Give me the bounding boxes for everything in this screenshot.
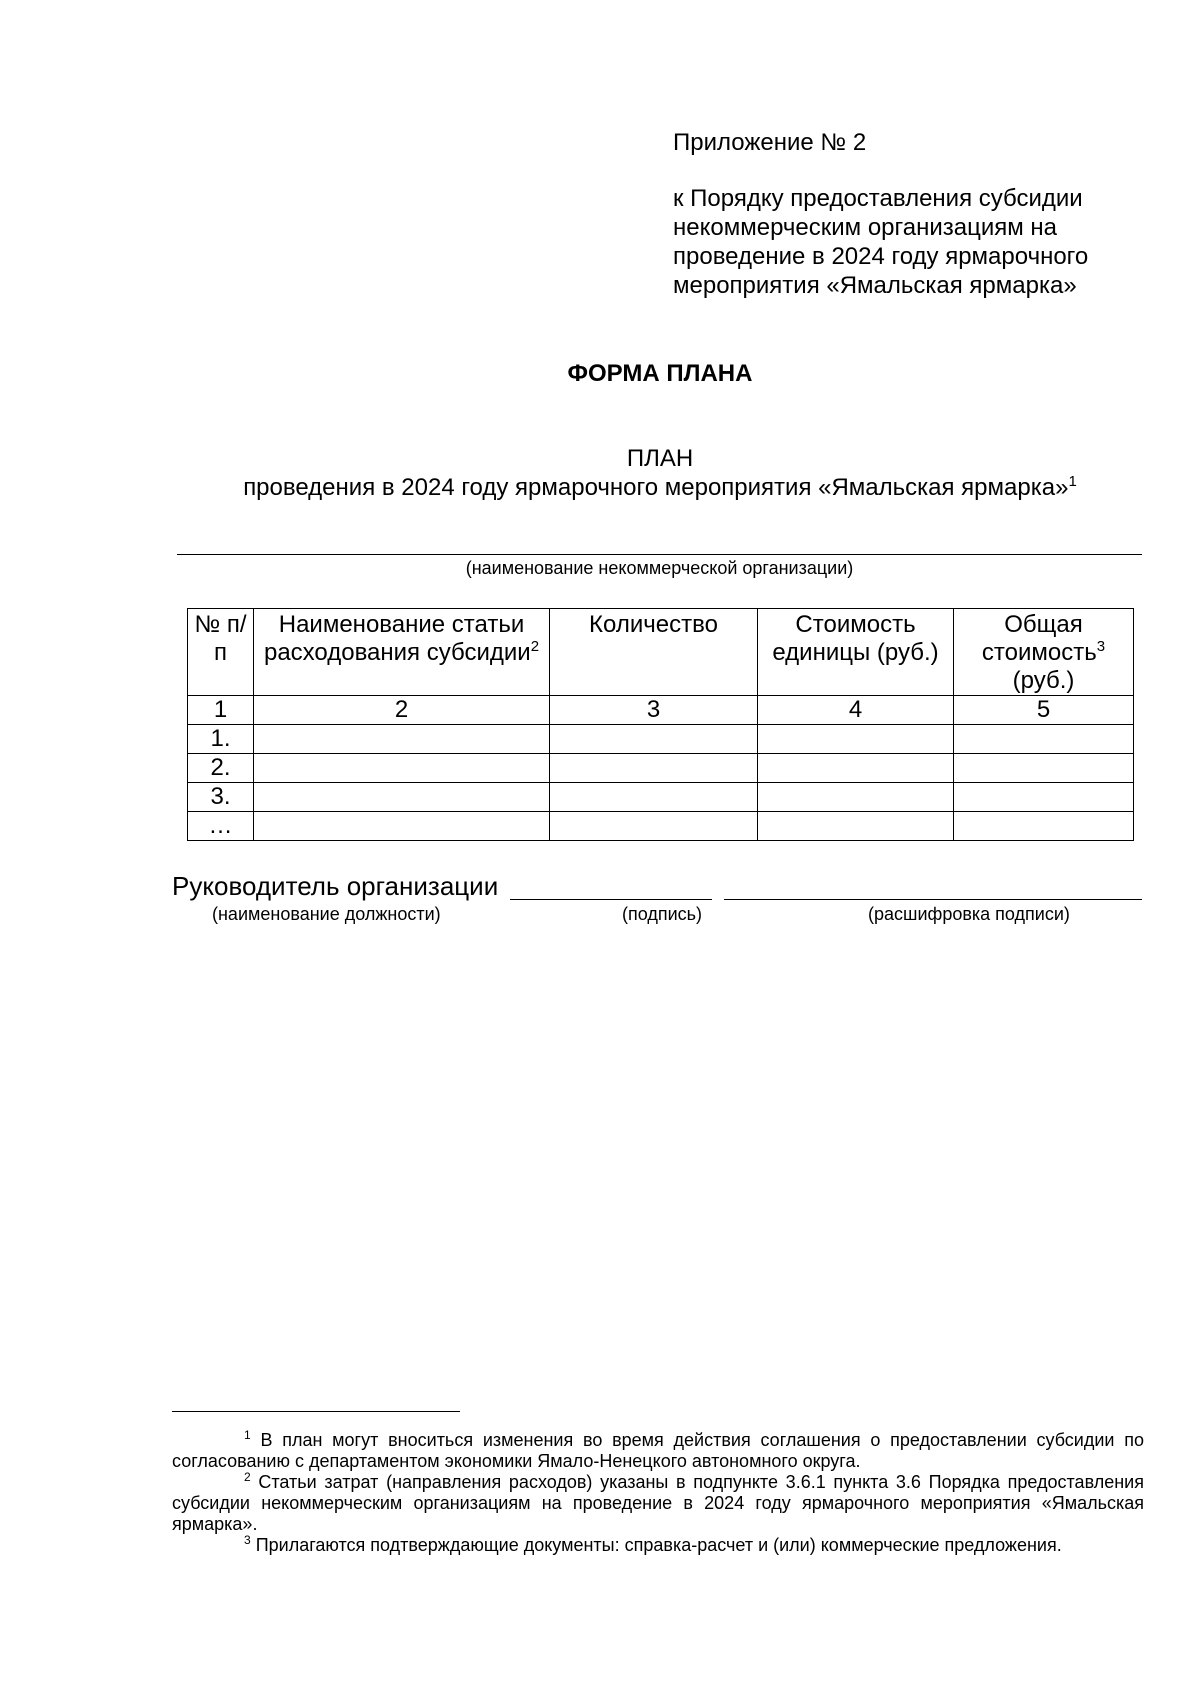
header-total-cost-unit: (руб.)	[1012, 667, 1075, 694]
quantity-cell	[550, 754, 758, 783]
quantity-cell	[550, 725, 758, 754]
footnote-text: В план могут вноситься изменения во время действия соглашения о предоставлении субсидии по согласованию с департаментом экономики Ямало-Ненецкого автономного округа.	[172, 1430, 1144, 1471]
signature-decoding-line	[724, 899, 1142, 900]
column-number-cell: 5	[954, 696, 1134, 725]
header-total-cost-text: Общая стоимость	[981, 611, 1097, 666]
unit-cost-cell	[758, 725, 954, 754]
footnote-separator	[172, 1411, 460, 1412]
total-cost-cell	[954, 812, 1134, 841]
column-number-cell: 4	[758, 696, 954, 725]
quantity-cell	[550, 783, 758, 812]
table-row	[188, 725, 1134, 754]
column-number-cell: 2	[254, 696, 550, 725]
appendix-block	[673, 128, 1143, 300]
footnote	[172, 1472, 1144, 1535]
header-total-cost	[954, 609, 1134, 696]
quantity-cell	[550, 812, 758, 841]
signature-caption: (подпись)	[622, 904, 703, 924]
plan-subtitle: проведения в 2024 году ярмарочного мероприятия «Ямальская ярмарка»	[243, 474, 1069, 501]
item-name-cell	[254, 812, 550, 841]
footnote-ref-2: 2	[530, 638, 540, 655]
footnotes	[172, 1430, 1144, 1556]
footnote-ref-1: 1	[1068, 473, 1077, 490]
signature-block	[172, 871, 1142, 931]
footnote-marker: 2	[244, 1470, 251, 1484]
row-number-cell: 1.	[188, 725, 254, 754]
footnote-text: Статьи затрат (направления расходов) указаны в подпункте 3.6.1 пункта 3.6 Порядка предоставления субсидии некоммерческим организациям на проведение в 2024 году ярмарочного мероприятия «Ямальская ярмарка».	[172, 1472, 1144, 1534]
total-cost-cell	[954, 754, 1134, 783]
plan-title: ПЛАН	[626, 445, 694, 472]
unit-cost-cell	[758, 812, 954, 841]
column-number-cell: 1	[188, 696, 254, 725]
footnote	[172, 1535, 1144, 1556]
organization-name-line	[177, 554, 1142, 555]
signature-label: Руководитель организации	[172, 871, 499, 901]
item-name-cell	[254, 754, 550, 783]
table-row	[188, 754, 1134, 783]
plan-heading	[195, 444, 1125, 502]
column-number-row	[188, 696, 1134, 725]
header-item-name-text: Наименование статьи расходования субсидии	[263, 611, 531, 666]
unit-cost-cell	[758, 783, 954, 812]
header-item-name	[254, 609, 550, 696]
plan-subtitle-line	[195, 473, 1125, 502]
appendix-description: к Порядку предоставления субсидии некоммерческим организациям на проведение в 2024 году ярмарочного мероприятия «Ямальская ярмарка»	[673, 185, 1089, 299]
row-number-cell: 3.	[188, 783, 254, 812]
table-row	[188, 812, 1134, 841]
signature-decoding-caption: (расшифровка подписи)	[868, 904, 1070, 924]
unit-cost-cell	[758, 754, 954, 783]
item-name-cell	[254, 725, 550, 754]
header-number: № п/п	[188, 609, 254, 696]
footnote-text: Прилагаются подтверждающие документы: справка-расчет и (или) коммерческие предложения.	[255, 1535, 1062, 1555]
header-quantity: Количество	[550, 609, 758, 696]
table-header-row	[188, 609, 1134, 696]
footnote	[172, 1430, 1144, 1472]
total-cost-cell	[954, 783, 1134, 812]
row-number-cell: 2.	[188, 754, 254, 783]
footnote-marker: 3	[244, 1533, 251, 1547]
footnote-ref-3: 3	[1096, 638, 1106, 655]
position-caption: (наименование должности)	[212, 904, 441, 924]
organization-caption: (наименование некоммерческой организации)	[465, 558, 854, 578]
footnote-marker: 1	[244, 1428, 251, 1442]
item-name-cell	[254, 783, 550, 812]
row-number-cell: …	[188, 812, 254, 841]
header-unit-cost: Стоимость единицы (руб.)	[758, 609, 954, 696]
total-cost-cell	[954, 725, 1134, 754]
column-number-cell: 3	[550, 696, 758, 725]
form-title: ФОРМА ПЛАНА	[567, 360, 753, 387]
table-row	[188, 783, 1134, 812]
plan-table	[187, 608, 1134, 841]
appendix-number: Приложение № 2	[673, 129, 867, 156]
signature-line	[510, 899, 712, 900]
